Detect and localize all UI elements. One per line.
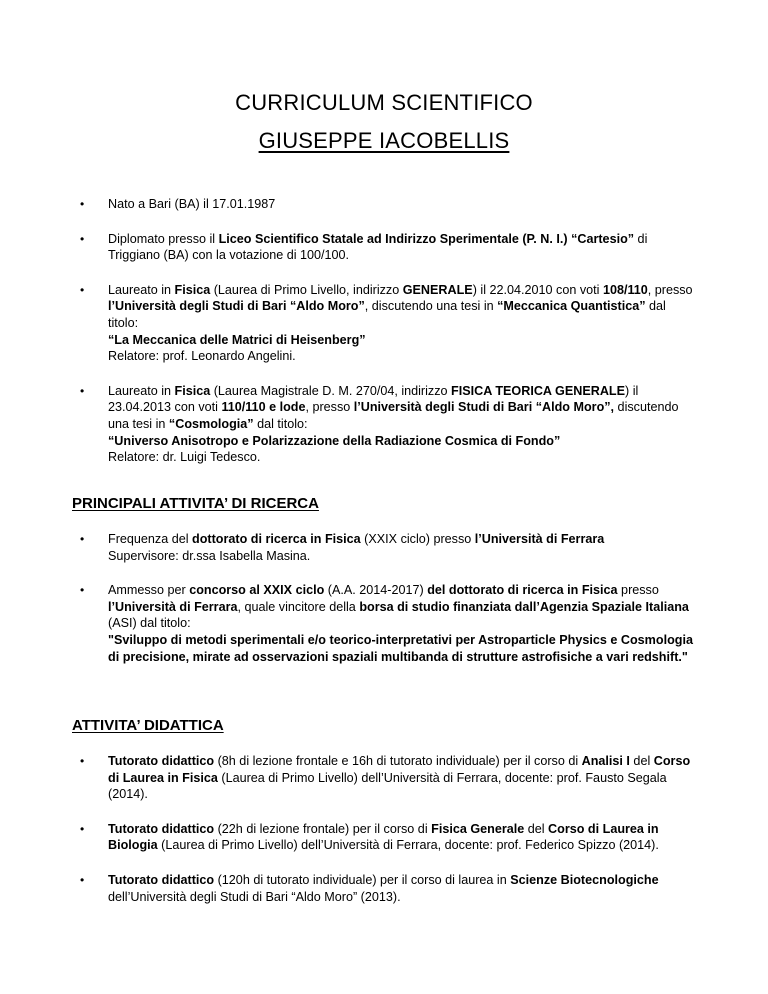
person-name — [0, 128, 768, 154]
bold-text-run: Fisica — [174, 383, 211, 398]
bold-text-run: l’Università degli Studi di Bari “Aldo Moro”, — [353, 400, 615, 415]
bold-text-run: 108/110 — [602, 282, 648, 297]
bold-text-run: concorso al XXIX ciclo — [189, 583, 325, 598]
bio-item-bachelor-degree: • Laureato in Fisica (Laurea di Primo Livello, indirizzo GENERALE) il 22.04.2010 con voti 108/110, presso l’Università degli Studi di Bari “Aldo Moro”, discutendo una tesi in “Meccanica Quantistica” dal titolo: “La Meccanica delle Matrici di Heisenberg” Relatore: prof. Leonardo Angelini. — [108, 282, 696, 365]
person-name-text: GIUSEPPE IACOBELLIS — [258, 128, 510, 153]
bold-text-run: “Cosmologia” — [168, 416, 254, 431]
bold-text-run: borsa di studio finanziata dall’Agenzia Spaziale Italiana — [359, 599, 689, 614]
bold-text-run: Corso di Laurea in Biologia — [108, 821, 659, 853]
teaching-item-analisi: • Tutorato didattico (8h di lezione frontale e 16h di tutorato individuale) per il corso di Analisi I del Corso di Laurea in Fisica (Laurea di Primo Livello) dell’Università di Ferrara, docente: prof. Fausto Segala (2014). — [108, 753, 696, 803]
bold-text-run: "Sviluppo di metodi sperimentali e/o teorico-interpretativi per Astroparticle Physics e Cosmologia di precisione, mirate ad osservazioni spaziali multibanda di strutture astrofisiche a vari redshift." — [108, 632, 693, 664]
bio-item-master-degree: • Laureato in Fisica (Laurea Magistrale D. M. 270/04, indirizzo FISICA TEORICA GENERALE) il 23.04.2013 con voti 110/110 e lode, presso l’Università degli Studi di Bari “Aldo Moro”, discutendo una tesi in “Cosmologia” dal titolo: “Universo Anisotropo e Polarizzazione della Radiazione Cosmica di Fondo” Relatore: dr. Luigi Tedesco. — [108, 383, 696, 466]
bold-text-run: l’Università di Ferrara — [108, 599, 238, 614]
bio-item-birth: • Nato a Bari (BA) il 17.01.1987 — [108, 196, 696, 213]
bold-text-run: “Meccanica Quantistica” — [497, 299, 646, 314]
bold-text-run: Tutorato didattico — [108, 754, 215, 768]
document-title: CURRICULUM SCIENTIFICO — [235, 90, 533, 115]
bio-item-diploma: • Diplomato presso il Liceo Scientifico Statale ad Indirizzo Sperimentale (P. N. I.) “Cartesio” di Triggiano (BA) con la votazione di 100/100. — [108, 231, 696, 264]
bold-text-run: l’Università degli Studi di Bari “Aldo Moro” — [108, 299, 365, 314]
bold-text-run: Tutorato didattico — [108, 821, 215, 836]
bold-text-run: GENERALE — [402, 282, 473, 297]
research-item-scholarship: • Ammesso per concorso al XXIX ciclo (A.A. 2014-2017) del dottorato di ricerca in Fisica presso l’Università di Ferrara, quale vincitore della borsa di studio finanziata dall’Agenzia Spaziale Italiana (ASI) dal titolo: "Sviluppo di metodi sperimentali e/o teorico-interpretativi per Astroparticle Physics e Cosmologia di precisione, mirate ad osservazioni spaziali multibanda di strutture astrofisiche a vari redshift." — [108, 582, 696, 665]
teaching-heading: ATTIVITA’ DIDATTICA — [72, 717, 224, 734]
bold-text-run: Fisica Generale — [431, 821, 525, 836]
teaching-item-biotecnologie: • Tutorato didattico (120h di tutorato individuale) per il corso di laurea in Scienze Biotecnologiche dell’Università degli Studi di Bari “Aldo Moro” (2013). — [108, 872, 696, 905]
bold-text-run: Fisica — [174, 282, 211, 297]
bold-text-run: “La Meccanica delle Matrici di Heisenberg” — [108, 332, 366, 347]
bold-text-run: del dottorato di ricerca in Fisica — [427, 583, 618, 598]
teaching-list — [108, 753, 696, 905]
bold-text-run: Tutorato didattico — [108, 872, 215, 887]
research-list — [108, 531, 696, 665]
bold-text-run: FISICA TEORICA GENERALE — [451, 383, 626, 398]
research-heading: PRINCIPALI ATTIVITA’ DI RICERCA — [72, 495, 319, 512]
teaching-item-fisica-generale: • Tutorato didattico (22h di lezione frontale) per il corso di Fisica Generale del Corso di Laurea in Biologia (Laurea di Primo Livello) dell’Università di Ferrara, docente: prof. Federico Spizzo (2014). — [108, 821, 696, 854]
bold-text-run: Corso di Laurea in Fisica — [108, 754, 691, 785]
bold-text-run: l’Università di Ferrara — [474, 532, 605, 546]
research-item-phd: • Frequenza del dottorato di ricerca in Fisica (XXIX ciclo) presso l’Università di Ferrara Supervisore: dr.ssa Isabella Masina. — [108, 531, 696, 564]
bold-text-run: 110/110 e lode — [221, 400, 306, 415]
bold-text-run: Liceo Scientifico Statale ad Indirizzo Sperimentale (P. N. I.) “Cartesio” — [218, 231, 635, 246]
bio-list — [108, 196, 696, 466]
bold-text-run: dottorato di ricerca in Fisica — [192, 532, 361, 546]
bold-text-run: Analisi I — [581, 754, 630, 768]
bold-text-run: Scienze Biotecnologiche — [510, 872, 659, 887]
bold-text-run: “Universo Anisotropo e Polarizzazione della Radiazione Cosmica di Fondo” — [108, 433, 561, 448]
